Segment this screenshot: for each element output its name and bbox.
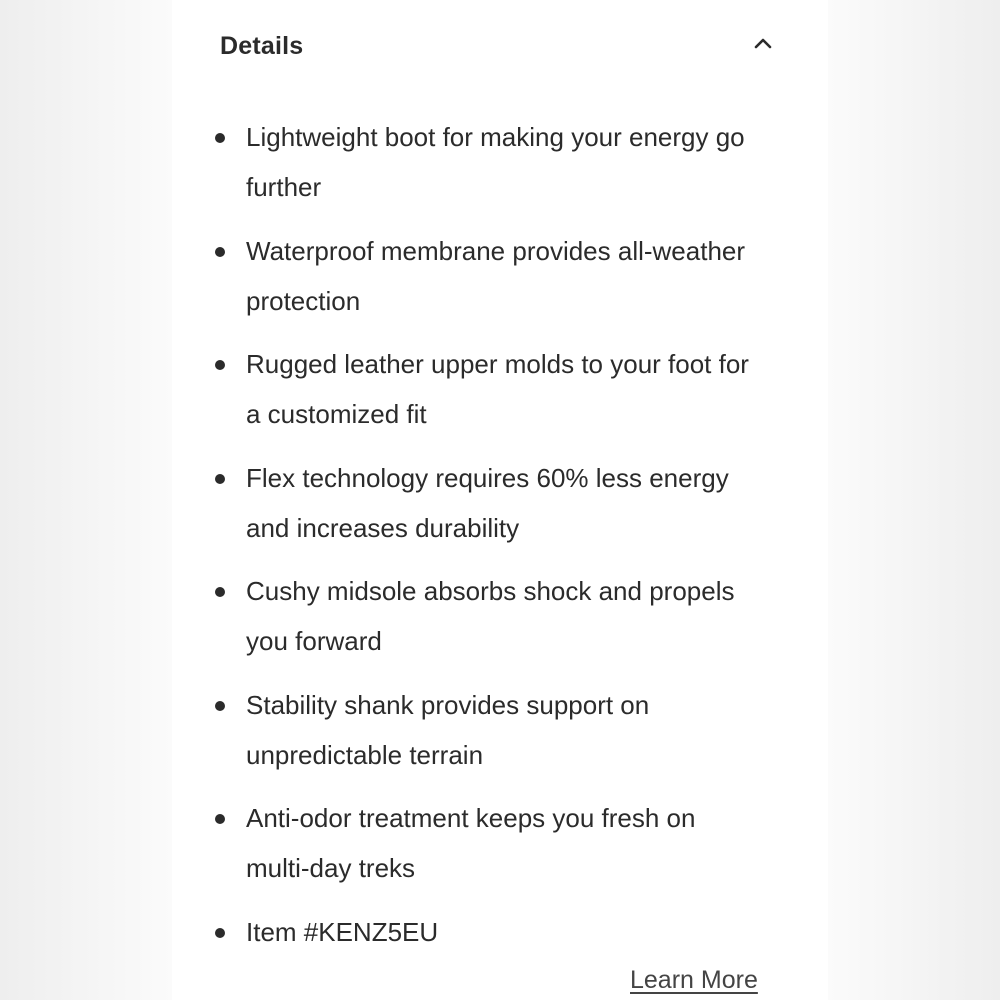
list-item [208,793,808,893]
list-item-line: a customized fit [246,399,427,429]
list-item-line: protection [246,285,361,316]
list-item-line: Stability shank provides support on [246,689,650,720]
list-item [208,453,808,553]
list-item-line: unpredictable terrain [246,739,484,770]
list-item-item-number [208,907,808,957]
list-item-line: Flex technology requires 60% less energy [246,462,729,493]
list-item-line: multi-day treks [246,853,416,883]
bullet-icon [215,247,225,257]
details-list [208,112,808,957]
list-item-line: Lightweight boot for making your energy go [246,122,745,152]
list-item-line: and increases durability [246,512,520,543]
list-item-line: Cushy midsole absorbs shock and propels [246,576,735,606]
bullet-icon [215,360,225,370]
bullet-icon [215,701,225,711]
list-item [208,566,808,666]
details-accordion-header[interactable] [220,24,780,68]
bullet-icon [215,587,225,597]
item-number: Item #KENZ5EU [246,916,439,947]
list-item [208,226,808,326]
list-item [208,339,808,439]
bullet-icon [215,133,225,143]
list-item-line: Anti-odor treatment keeps you fresh on [246,803,696,833]
learn-more-link[interactable]: Learn More [630,966,758,994]
chevron-up-icon[interactable] [748,28,778,58]
bullet-icon [215,814,225,824]
bullet-icon [215,474,225,484]
list-item [208,680,808,780]
list-item-line: further [246,172,322,202]
bullet-icon [215,928,225,938]
list-item-line: you forward [246,626,382,656]
list-item-line: Waterproof membrane provides all-weather [246,235,746,266]
list-item [208,112,808,212]
details-title: Details [220,31,304,60]
list-item-line: Rugged leather upper molds to your foot for [246,349,749,379]
